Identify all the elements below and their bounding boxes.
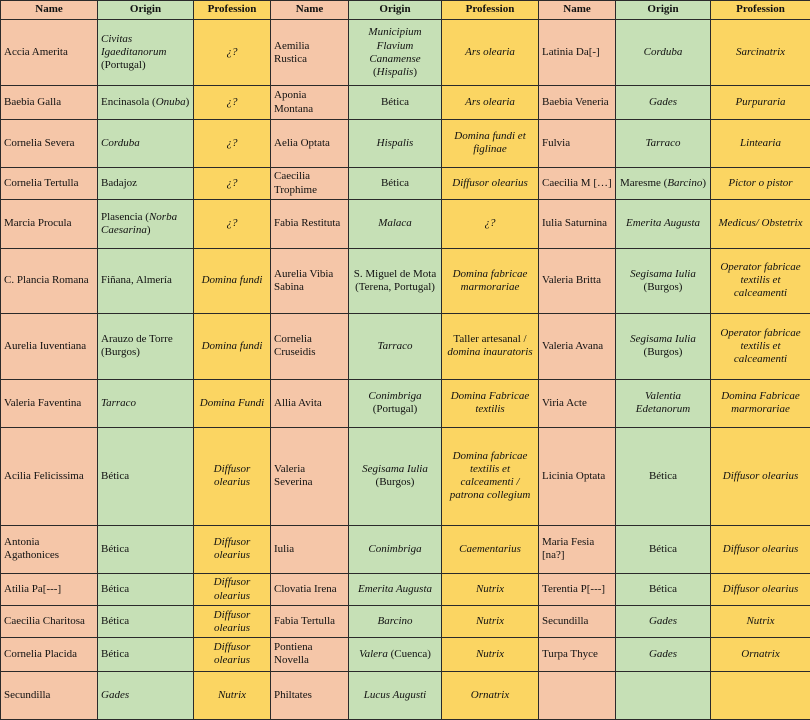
origin-cell: Bética <box>349 86 442 119</box>
table-row <box>1 168 810 200</box>
origin-cell: Bética <box>98 525 194 573</box>
header-origin: Origin <box>616 1 711 20</box>
profession-cell: Diffusor olearius <box>442 168 539 200</box>
profession-cell: Nutrix <box>711 606 810 638</box>
profession-cell: Diffusor olearius <box>711 427 810 525</box>
header-profession: Profession <box>194 1 271 20</box>
origin-cell: Bética <box>616 427 711 525</box>
table-row <box>1 573 810 605</box>
origin-cell: Bética <box>98 573 194 605</box>
name-cell: Clovatia Irena <box>271 573 349 605</box>
name-cell: Antonia Agathonices <box>1 525 98 573</box>
origin-cell: Bética <box>98 606 194 638</box>
origin-cell: Conimbriga <box>349 525 442 573</box>
name-cell: Caecilia Charitosa <box>1 606 98 638</box>
profession-cell: Domina fabricae marmorariae <box>442 248 539 313</box>
name-cell: Cornelia Placida <box>1 638 98 671</box>
profession-cell: Domina Fundi <box>194 379 271 427</box>
origin-cell: Maresme (Barcino) <box>616 168 711 200</box>
origin-cell: Conimbriga (Portugal) <box>349 379 442 427</box>
profession-cell: Lintearia <box>711 119 810 167</box>
header-name: Name <box>1 1 98 20</box>
table-row <box>1 20 810 86</box>
name-cell: Allia Avita <box>271 379 349 427</box>
origin-cell: Segisama Iulia (Burgos) <box>616 314 711 379</box>
name-cell: Marcia Procula <box>1 200 98 248</box>
profession-cell: Pictor o pistor <box>711 168 810 200</box>
name-cell: Maria Fesia [na?] <box>539 525 616 573</box>
origin-cell: Arauzo de Torre (Burgos) <box>98 314 194 379</box>
name-cell: Baebia Galla <box>1 86 98 119</box>
profession-cell: ¿? <box>194 119 271 167</box>
profession-cell: ¿? <box>442 200 539 248</box>
origin-cell: Encinasola (Onuba) <box>98 86 194 119</box>
origin-cell: Bética <box>616 573 711 605</box>
profession-cell: Nutrix <box>442 638 539 671</box>
name-cell: Aurelia Vibia Sabina <box>271 248 349 313</box>
origin-cell: Segisama Iulia (Burgos) <box>349 427 442 525</box>
origin-cell <box>616 671 711 719</box>
table-row <box>1 119 810 167</box>
origin-cell: Hispalis <box>349 119 442 167</box>
name-cell: Secundilla <box>539 606 616 638</box>
name-cell: Secundilla <box>1 671 98 719</box>
table-row <box>1 671 810 719</box>
name-cell: Viria Acte <box>539 379 616 427</box>
name-cell: Atilia Pa[---] <box>1 573 98 605</box>
origin-cell: Emerita Augusta <box>349 573 442 605</box>
profession-cell: Operator fabricae textilis et calceamenti <box>711 314 810 379</box>
profession-cell: Operator fabricae textilis et calceamenti <box>711 248 810 313</box>
profession-cell: Sarcinatrix <box>711 20 810 86</box>
origin-cell: Valentia Edetanorum <box>616 379 711 427</box>
name-cell: C. Plancia Romana <box>1 248 98 313</box>
table-row <box>1 427 810 525</box>
name-cell: Aelia Optata <box>271 119 349 167</box>
name-cell: Latinia Da[-] <box>539 20 616 86</box>
table-row <box>1 525 810 573</box>
name-cell: Pontiena Novella <box>271 638 349 671</box>
name-cell <box>539 671 616 719</box>
profession-cell: Ornatrix <box>442 671 539 719</box>
profession-cell: Diffusor olearius <box>194 573 271 605</box>
table-row <box>1 606 810 638</box>
profession-cell: Purpuraria <box>711 86 810 119</box>
name-cell: Valeria Avana <box>539 314 616 379</box>
name-cell: Cornelia Cruseidis <box>271 314 349 379</box>
profession-cell: ¿? <box>194 200 271 248</box>
name-cell: Cornelia Severa <box>1 119 98 167</box>
profession-cell: Diffusor olearius <box>194 427 271 525</box>
name-cell: Fabia Tertulla <box>271 606 349 638</box>
origin-cell: Tarraco <box>98 379 194 427</box>
origin-cell: Emerita Augusta <box>616 200 711 248</box>
name-cell: Valeria Faventina <box>1 379 98 427</box>
origin-cell: Segisama Iulia (Burgos) <box>616 248 711 313</box>
name-cell: Terentia P[---] <box>539 573 616 605</box>
origin-cell: Corduba <box>98 119 194 167</box>
profession-cell: ¿? <box>194 86 271 119</box>
header-profession: Profession <box>442 1 539 20</box>
header-profession: Profession <box>711 1 810 20</box>
name-cell: Fabia Restituta <box>271 200 349 248</box>
origin-cell: Barcino <box>349 606 442 638</box>
name-cell: Iulia Saturnina <box>539 200 616 248</box>
name-cell: Aemilia Rustica <box>271 20 349 86</box>
profession-cell: Diffusor olearius <box>194 638 271 671</box>
table-row <box>1 200 810 248</box>
profession-cell: Diffusor olearius <box>194 525 271 573</box>
origin-cell: Tarraco <box>349 314 442 379</box>
table-row <box>1 86 810 119</box>
profession-cell: Caementarius <box>442 525 539 573</box>
origin-cell: Corduba <box>616 20 711 86</box>
header-name: Name <box>271 1 349 20</box>
table-row <box>1 379 810 427</box>
origin-cell: Gades <box>616 638 711 671</box>
name-cell: Turpa Thyce <box>539 638 616 671</box>
profession-cell: ¿? <box>194 20 271 86</box>
profession-cell: Nutrix <box>442 606 539 638</box>
name-cell: Cornelia Tertulla <box>1 168 98 200</box>
origin-cell: Municipium Flavium Canamense (Hispalis) <box>349 20 442 86</box>
origin-cell: S. Miguel de Mota (Terena, Portugal) <box>349 248 442 313</box>
name-cell: Caecilia Trophime <box>271 168 349 200</box>
name-cell: Iulia <box>271 525 349 573</box>
origin-cell: Malaca <box>349 200 442 248</box>
profession-cell: Domina fundi <box>194 248 271 313</box>
origin-cell: Tarraco <box>616 119 711 167</box>
name-cell: Licinia Optata <box>539 427 616 525</box>
origin-cell: Gades <box>616 606 711 638</box>
table-row <box>1 638 810 671</box>
origin-cell: Bética <box>616 525 711 573</box>
name-cell: Baebia Veneria <box>539 86 616 119</box>
profession-cell: Domina Fabricae marmorariae <box>711 379 810 427</box>
name-cell: Aurelia Iuventiana <box>1 314 98 379</box>
origin-cell: Valera (Cuenca) <box>349 638 442 671</box>
profession-cell: ¿? <box>194 168 271 200</box>
profession-cell: Domina fundi et figlinae <box>442 119 539 167</box>
profession-cell: Nutrix <box>442 573 539 605</box>
name-cell: Philtates <box>271 671 349 719</box>
table-row <box>1 248 810 313</box>
profession-cell: Ars olearia <box>442 20 539 86</box>
table-row <box>1 314 810 379</box>
header-name: Name <box>539 1 616 20</box>
profession-cell: Medicus/ Obstetrix <box>711 200 810 248</box>
profession-cell: Domina Fabricae textilis <box>442 379 539 427</box>
origin-cell: Lucus Augusti <box>349 671 442 719</box>
origin-cell: Plasencia (Norba Caesarina) <box>98 200 194 248</box>
name-cell: Aponia Montana <box>271 86 349 119</box>
header-origin: Origin <box>349 1 442 20</box>
origin-cell: Bética <box>98 427 194 525</box>
name-cell: Fulvia <box>539 119 616 167</box>
profession-cell: Domina fundi <box>194 314 271 379</box>
origin-cell: Gades <box>98 671 194 719</box>
profession-cell: Domina fabricae textilis et calceamenti / patrona collegium <box>442 427 539 525</box>
origin-cell: Fiñana, Almería <box>98 248 194 313</box>
origin-cell: Badajoz <box>98 168 194 200</box>
origin-cell: Gades <box>616 86 711 119</box>
profession-cell: Diffusor olearius <box>711 525 810 573</box>
name-cell: Valeria Britta <box>539 248 616 313</box>
profession-cell <box>711 671 810 719</box>
name-cell: Accia Amerita <box>1 20 98 86</box>
origin-cell: Bética <box>98 638 194 671</box>
profession-cell: Nutrix <box>194 671 271 719</box>
name-cell: Valeria Severina <box>271 427 349 525</box>
profession-cell: Taller artesanal / domina inauratoris <box>442 314 539 379</box>
name-cell: Acilia Felicissima <box>1 427 98 525</box>
header-origin: Origin <box>98 1 194 20</box>
name-cell: Caecilia M […] <box>539 168 616 200</box>
profession-cell: Diffusor olearius <box>711 573 810 605</box>
origin-cell: Bética <box>349 168 442 200</box>
profession-cell: Diffusor olearius <box>194 606 271 638</box>
header-row <box>1 1 810 20</box>
origin-cell: Civitas Igaeditanorum (Portugal) <box>98 20 194 86</box>
profession-cell: Ars olearia <box>442 86 539 119</box>
profession-cell: Ornatrix <box>711 638 810 671</box>
